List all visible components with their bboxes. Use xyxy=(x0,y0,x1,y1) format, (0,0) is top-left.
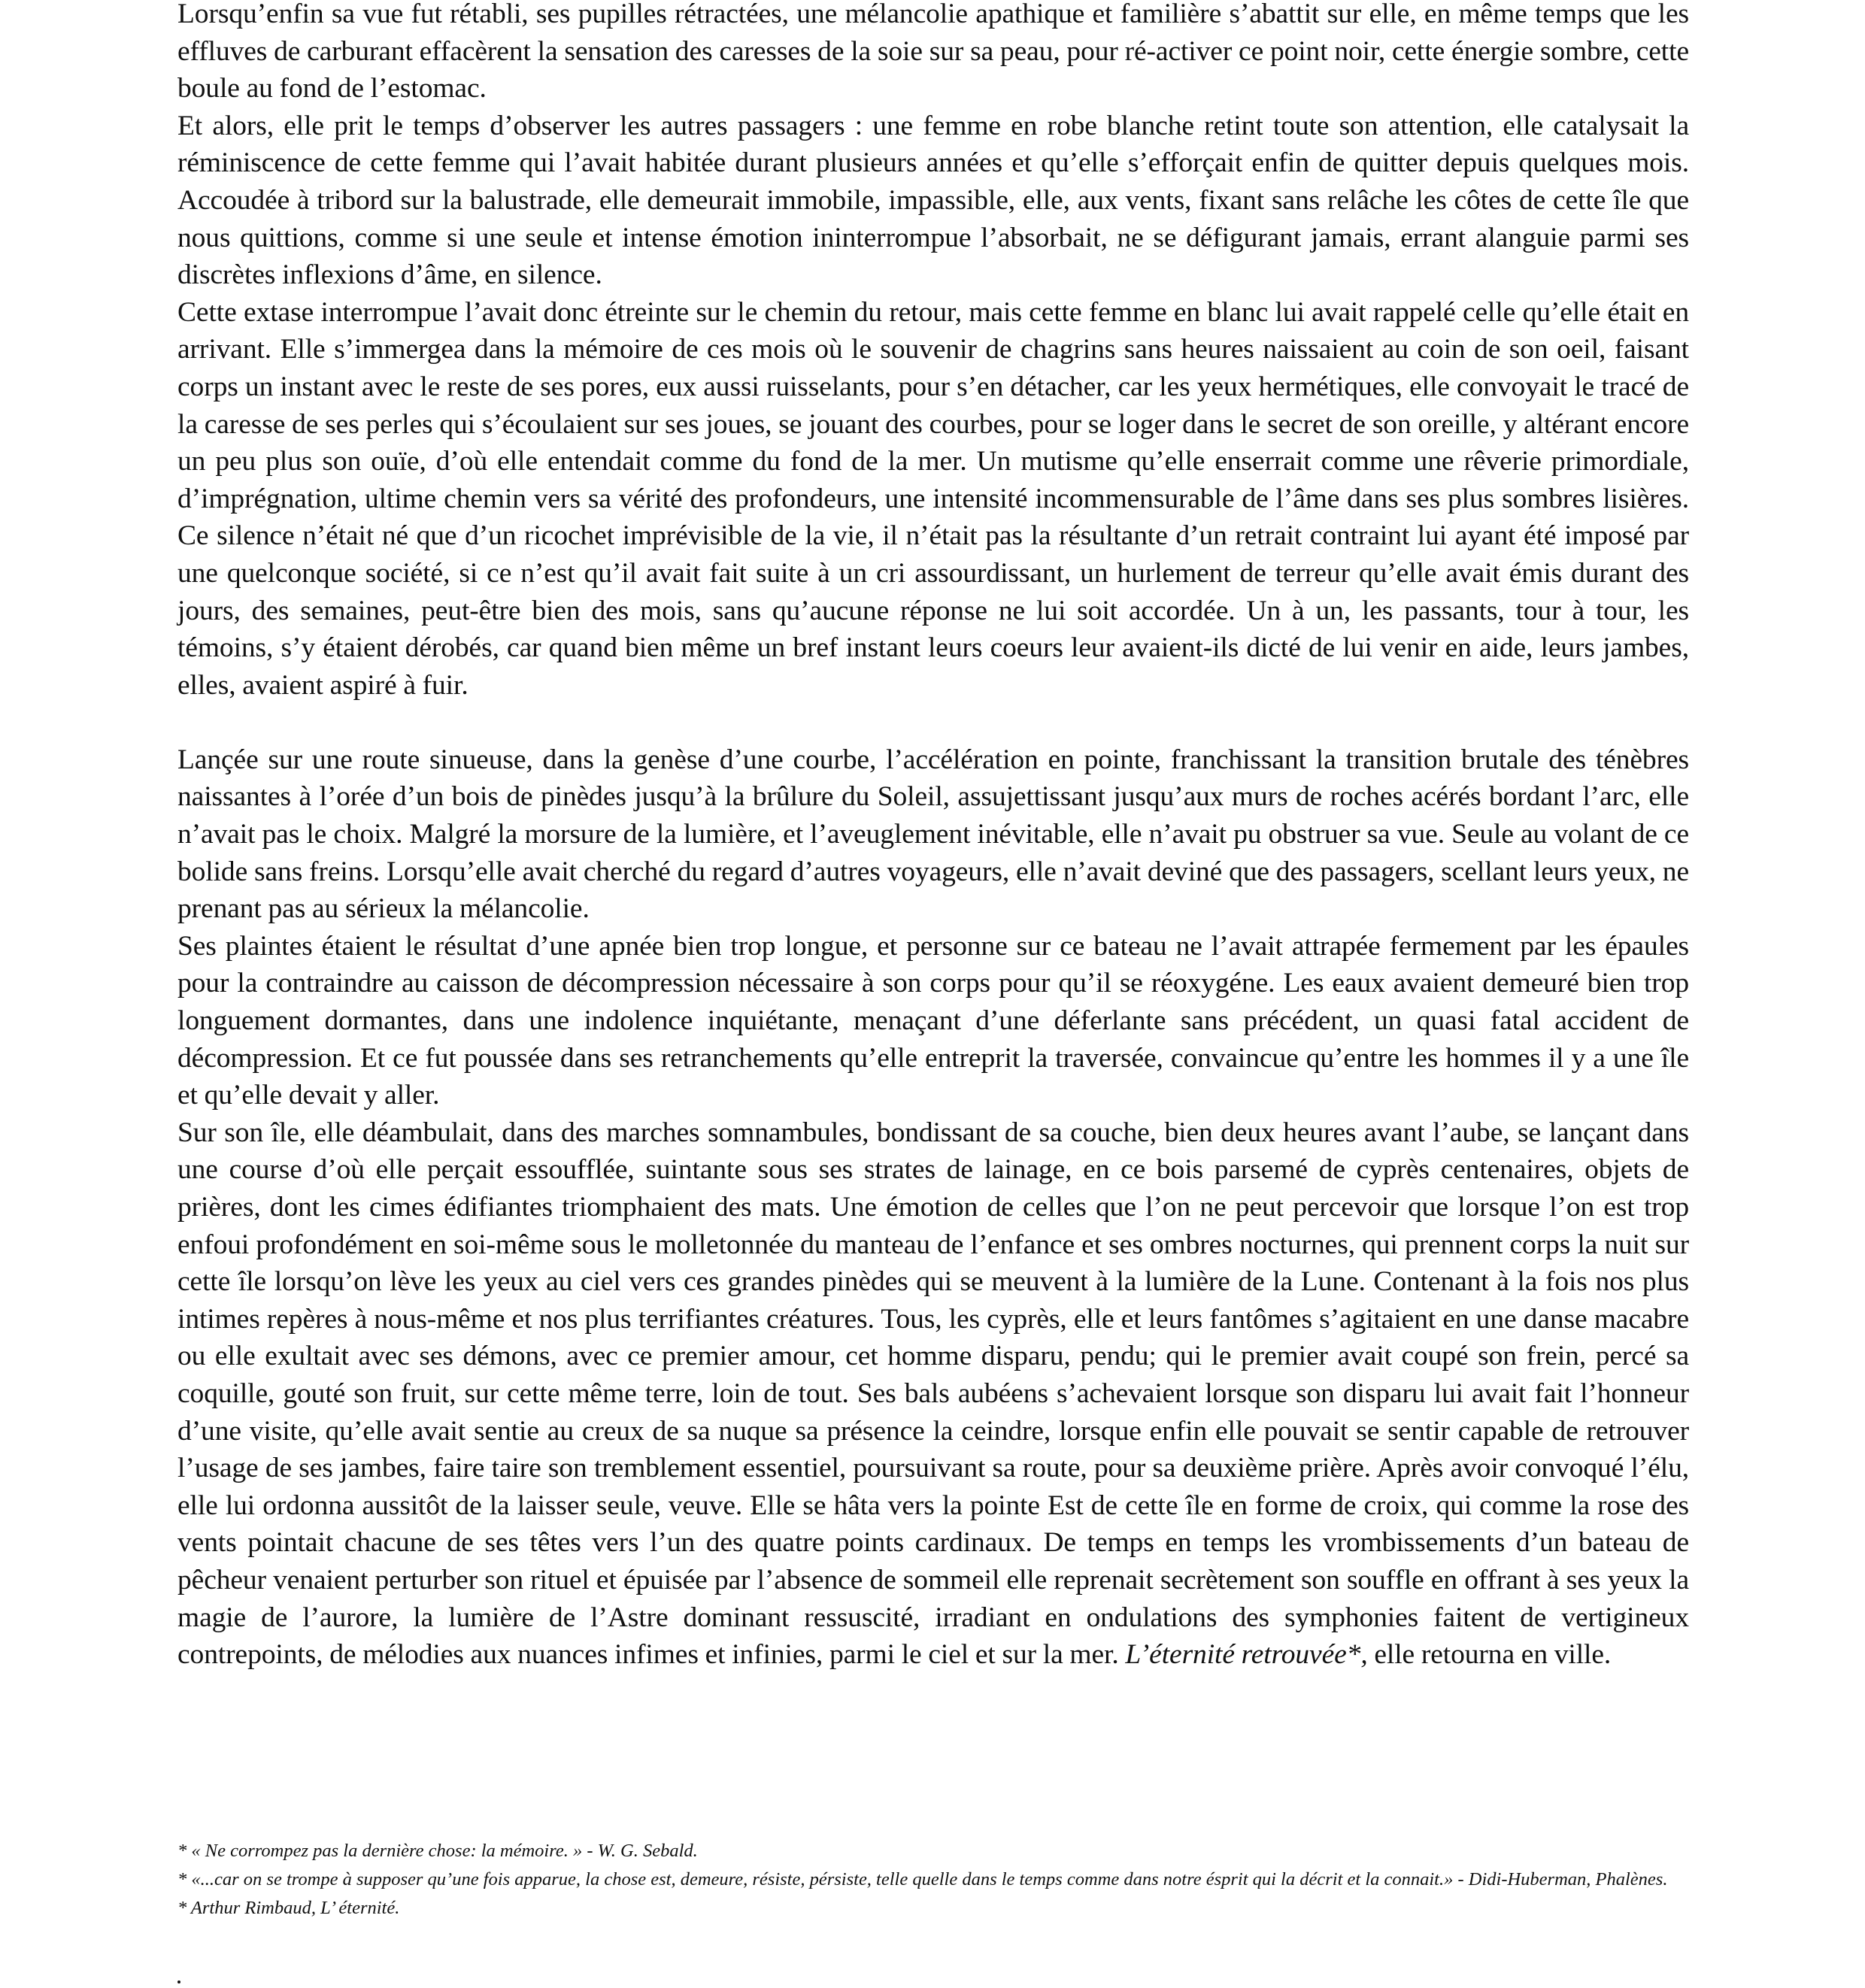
paragraph-2: Et alors, elle prit le temps d’observer les autres passagers : une femme en robe blanche retint toute son attention, elle catalysait la réminiscence de cette femme qui l’avait habitée durant plusieurs années et qu’elle s’efforçait enfin de quitter depuis quelques mois. Accoudée à tribord sur la balustrade, elle demeurait immobile, impassible, elle, aux vents, fixant sans relâche les côtes de cette île que nous quittions, comme si une seule et intense émotion ininterrompue l’absorbait, ne se défigurant jamais, errant alanguie parmi ses discrètes inflexions d’âme, en silence. xyxy=(177,110,1689,291)
footnote-3: * Arthur Rimbaud, L’ éternité. xyxy=(177,1898,400,1918)
document-page xyxy=(177,0,1689,1674)
closing-tail: elle retourna en ville. xyxy=(1367,1639,1612,1671)
closing-italic-title: L’éternité retrouvée*, xyxy=(1125,1639,1368,1671)
paragraph-5: Ses plaintes étaient le résultat d’une apnée bien trop longue, et personne sur ce bateau ne l’avait attrapée fermement par les épaules pour la contraindre au caisson de décompression nécessaire à son corps pour qu’il se réoxygéne. Les eaux avaient demeuré bien trop longuement dormantes, dans une indolence inquiétante, menaçant d’une déferlante sans précédent, un quasi fatal accident de décompression. Et ce fut poussée dans ses retranchements qu’elle entreprit la traversée, convaincue qu’entre les hommes il y a une île et qu’elle devait y aller. xyxy=(177,930,1689,1111)
paragraph-6 xyxy=(177,1114,1689,1674)
stray-dot-mark xyxy=(177,1980,180,1983)
body-text xyxy=(177,0,1689,1674)
footnote-2: * «...car on se trompe à supposer qu’une fois apparue, la chose est, demeure, résiste, pérsiste, telle quelle dans le temps comme dans notre ésprit qui la décrit et la connait.» - Didi-Huberman, Phalènes. xyxy=(177,1869,1668,1890)
paragraph-6-text: Sur son île, elle déambulait, dans des marches somnambules, bondissant de sa couche, bien deux heures avant l’aube, se lançant dans une course d’où elle perçait essoufflée, suintante sous ses strates de lainage, en ce bois parsemé de cyprès centenaires, objets de prières, dont les cimes édifiantes triomphaient des mats. Une émotion de celles que l’on ne peut percevoir que lorsque l’on est trop enfoui profondément en soi-même sous le molletonnée du manteau de l’enfance et ses ombres nocturnes, qui prennent corps la nuit sur cette île lorsqu’on lève les yeux au ciel vers ces grandes pinèdes qui se meuvent à la lumière de la Lune. Contenant à la fois nos plus intimes repères à nous-même et nos plus terrifiantes créatures. Tous, les cyprès, elle et leurs fantômes s’agitaient en une danse macabre ou elle exultait avec ses démons, avec ce premier amour, cet homme disparu, pendu; qui le premier avait coupé son frein, percé sa coquille, gouté son fruit, sur cette même terre, loin de tout. Ses bals aubéens s’achevaient lorsque son disparu lui avait fait l’honneur d’une visite, qu’elle avait sentie au creux de sa nuque sa présence la ceindre, lorsque enfin elle pouvait se sentir capable de retrouver l’usage de ses jambes, faire taire son tremblement essentiel, poursuivant sa route, pour sa deuxième prière. Après avoir convoqué l’élu, elle lui ordonna aussitôt de la laisser seule, veuve. Elle se hâta vers la pointe Est de cette île en forme de croix, qui comme la rose des vents pointait chacune de ses têtes vers l’un des quatre points cardinaux. De temps en temps les vrombissements d’un bateau de pêcheur venaient perturber son rituel et épuisée par l’absence de sommeil elle reprenait secrètement son souffle en offrant à ses yeux la magie de l’aurore, la lumière de l’Astre dominant ressuscité, irradiant en ondulations des symphonies faitent de vertigineux contrepoints, de mélodies aux nuances infimes et infinies, parmi le ciel et sur la mer. xyxy=(177,1117,1689,1671)
paragraph-1: Lorsqu’enfin sa vue fut rétabli, ses pupilles rétractées, une mélancolie apathique et familière s’abattit sur elle, en même temps que les effluves de carburant effacèrent la sensation des caresses de la soie sur sa peau, pour ré-activer ce point noir, cette énergie sombre, cette boule au fond de l’estomac. xyxy=(177,0,1689,105)
paragraph-3: Cette extase interrompue l’avait donc étreinte sur le chemin du retour, mais cette femme en blanc lui avait rappelé celle qu’elle était en arrivant. Elle s’immergea dans la mémoire de ces mois où le souvenir de chagrins sans heures naissaient au coin de son oeil, faisant corps un instant avec le reste de ses pores, eux aussi ruisselants, pour s’en détacher, car les yeux hermétiques, elle convoyait le tracé de la caresse de ses perles qui s’écoulaient sur ses joues, se jouant des courbes, pour se loger dans le secret de son oreille, y altérant encore un peu plus son ouïe, d’où elle entendait comme du fond de la mer. Un mutisme qu’elle enserrait comme une rêverie primordiale, d’imprégnation, ultime chemin vers sa vérité des profondeurs, une intensité incommensurable de l’âme dans ses plus sombres lisières. Ce silence n’était né que d’un ricochet imprévisible de la vie, il n’était pas la résultante d’un retrait contraint lui ayant été imposé par une quelconque société, si ce n’est qu’il avait fait suite à un cri assourdissant, un hurlement de terreur qu’elle avait émis durant des jours, des semaines, peut-être bien des mois, sans qu’aucune réponse ne lui soit accordée. Un à un, les passants, tour à tour, les témoins, s’y étaient dérobés, car quand bien même un bref instant leurs coeurs leur avaient-ils dicté de lui venir en aide, leurs jambes, elles, avaient aspiré à fuir. xyxy=(177,296,1689,701)
paragraph-4: Lançée sur une route sinueuse, dans la genèse d’une courbe, l’accélération en pointe, franchissant la transition brutale des ténèbres naissantes à l’orée d’un bois de pinèdes jusqu’à la brûlure du Soleil, assujettissant jusqu’aux murs de roches acérés bordant l’arc, elle n’avait pas le choix. Malgré la morsure de la lumière, et l’aveuglement inévitable, elle n’avait pu obstruer sa vue. Seule au volant de ce bolide sans freins. Lorsqu’elle avait cherché du regard d’autres voyageurs, elle n’avait deviné que des passagers, scellant leurs yeux, ne prenant pas au sérieux la mélancolie. xyxy=(177,744,1689,925)
paragraph-gap xyxy=(177,704,1689,741)
footnotes xyxy=(177,1838,1689,1924)
footnote-1: * « Ne corrompez pas la dernière chose: la mémoire. » - W. G. Sebald. xyxy=(177,1841,698,1861)
